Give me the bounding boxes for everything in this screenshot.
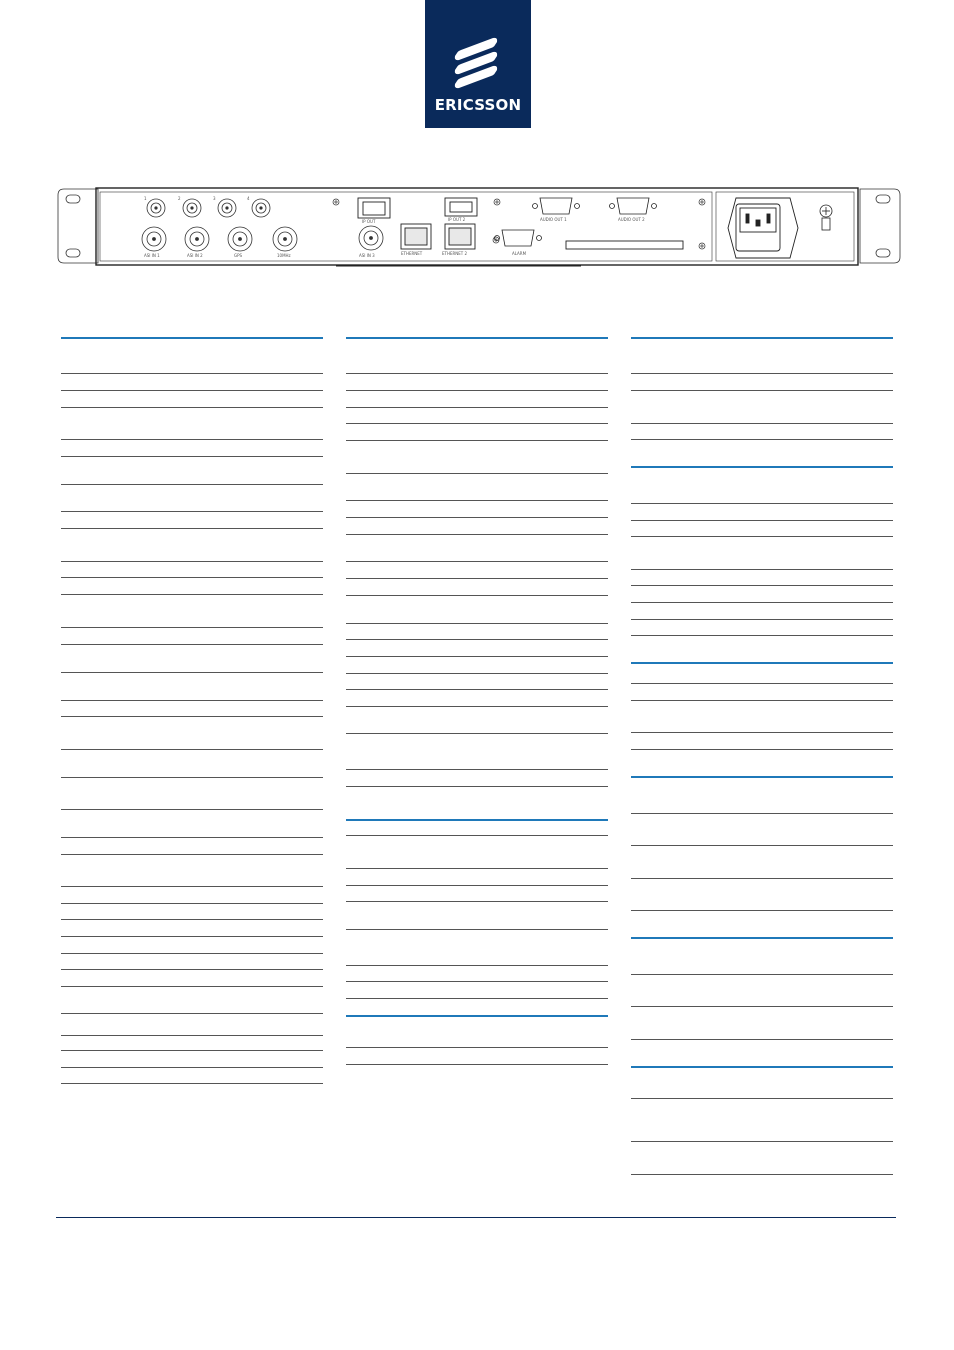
row-rule [346,868,608,869]
row-rule [631,700,893,701]
row-rule [346,1047,608,1048]
row-rule [346,706,608,707]
row-rule [631,423,893,424]
row-rule [631,1039,893,1040]
row-rule [346,390,608,391]
bnc-top-label-3: 3 [213,196,216,201]
row-rule [346,998,608,999]
audio-out-1-label: AUDIO OUT 1 [540,217,567,222]
audio-out-2-label: AUDIO OUT 2 [618,217,645,222]
row-rule [631,373,893,374]
row-rule [631,439,893,440]
row-rule [61,1050,323,1051]
row-rule [346,769,608,770]
row-rule [61,886,323,887]
card-slot [566,241,683,249]
row-rule [61,577,323,578]
section-rule [631,662,893,664]
asi-in-3-label: ASI IN 3 [359,253,375,258]
row-rule [346,656,608,657]
row-rule [346,639,608,640]
rj45-ports [358,198,477,249]
row-rule [61,777,323,778]
row-rule [346,423,608,424]
row-rule [631,910,893,911]
row-rule [346,561,608,562]
row-rule [631,732,893,733]
asi-in-1-label: ASI IN 1 [144,253,160,258]
section-rule [346,337,608,339]
row-rule [631,390,893,391]
section-rule [346,1015,608,1017]
row-rule [61,903,323,904]
ericsson-logo [425,0,531,128]
panel-screws [333,199,705,249]
bnc-top-label-1: 1 [144,196,147,201]
dsub-connectors [495,198,657,246]
row-rule [631,683,893,684]
bnc-top-label-4: 4 [247,196,250,201]
ethernet-1-label: ETHERNET [401,251,423,256]
section-rule [631,937,893,939]
alarm-label: ALARM [512,251,527,256]
section-rule [346,819,608,821]
row-rule [346,578,608,579]
section-rule [631,776,893,778]
row-rule [61,390,323,391]
row-rule [61,644,323,645]
row-rule [346,517,608,518]
row-rule [346,981,608,982]
row-rule [631,520,893,521]
row-rule [61,456,323,457]
ip-out-2-label: IP OUT 2 [448,217,466,222]
row-rule [61,969,323,970]
row-rule [61,373,323,374]
bnc-bottom-row [142,226,383,251]
row-rule [631,569,893,570]
rear-panel-diagram [56,184,902,270]
bnc-top-row [147,199,270,217]
row-rule [631,1174,893,1175]
row-rule [346,473,608,474]
row-rule [61,594,323,595]
row-rule [346,407,608,408]
gps-label: GPS [234,253,243,258]
row-rule [61,936,323,937]
row-rule [631,635,893,636]
section-rule [631,1066,893,1068]
section-rule [631,466,893,468]
row-rule [631,536,893,537]
row-rule [61,1035,323,1036]
row-rule [346,733,608,734]
row-rule [346,595,608,596]
row-rule [61,561,323,562]
row-rule [346,673,608,674]
row-rule [346,689,608,690]
row-rule [631,974,893,975]
row-rule [346,885,608,886]
rack-ear-left [58,189,98,263]
row-rule [61,809,323,810]
row-rule [61,484,323,485]
row-rule [61,407,323,408]
row-rule [61,919,323,920]
brand-name: ERICSSON [434,96,522,114]
row-rule [61,627,323,628]
row-rule [631,602,893,603]
row-rule [61,1067,323,1068]
row-rule [631,1006,893,1007]
ip-out-1-label: IP OUT [362,219,376,224]
ethernet-2-label: ETHERNET 2 [442,251,468,256]
row-rule [61,986,323,987]
row-rule [346,500,608,501]
row-rule [61,700,323,701]
10mhz-label: 10MHz [277,253,291,258]
bnc-top-label-2: 2 [178,196,181,201]
row-rule [631,813,893,814]
row-rule [631,749,893,750]
row-rule [346,623,608,624]
row-rule [346,835,608,836]
row-rule [631,1141,893,1142]
row-rule [346,440,608,441]
row-rule [61,749,323,750]
row-rule [61,439,323,440]
row-rule [631,619,893,620]
row-rule [346,965,608,966]
row-rule [631,503,893,504]
row-rule [631,845,893,846]
row-rule [61,837,323,838]
row-rule [346,901,608,902]
row-rule [61,953,323,954]
row-rule [61,511,323,512]
row-rule [346,1064,608,1065]
asi-in-2-label: ASI IN 2 [187,253,203,258]
ground-terminal-icon [820,205,832,230]
section-rule [61,337,323,339]
row-rule [346,373,608,374]
rack-ear-right [860,189,900,263]
row-rule [61,716,323,717]
section-rule [631,337,893,339]
row-rule [61,528,323,529]
row-rule [631,1098,893,1099]
row-rule [346,534,608,535]
row-rule [61,1013,323,1014]
footer-rule [56,1217,896,1218]
row-rule [61,1083,323,1084]
row-rule [346,929,608,930]
row-rule [61,854,323,855]
iec-power-inlet-icon [728,198,798,258]
row-rule [61,672,323,673]
row-rule [346,786,608,787]
row-rule [631,585,893,586]
row-rule [631,878,893,879]
